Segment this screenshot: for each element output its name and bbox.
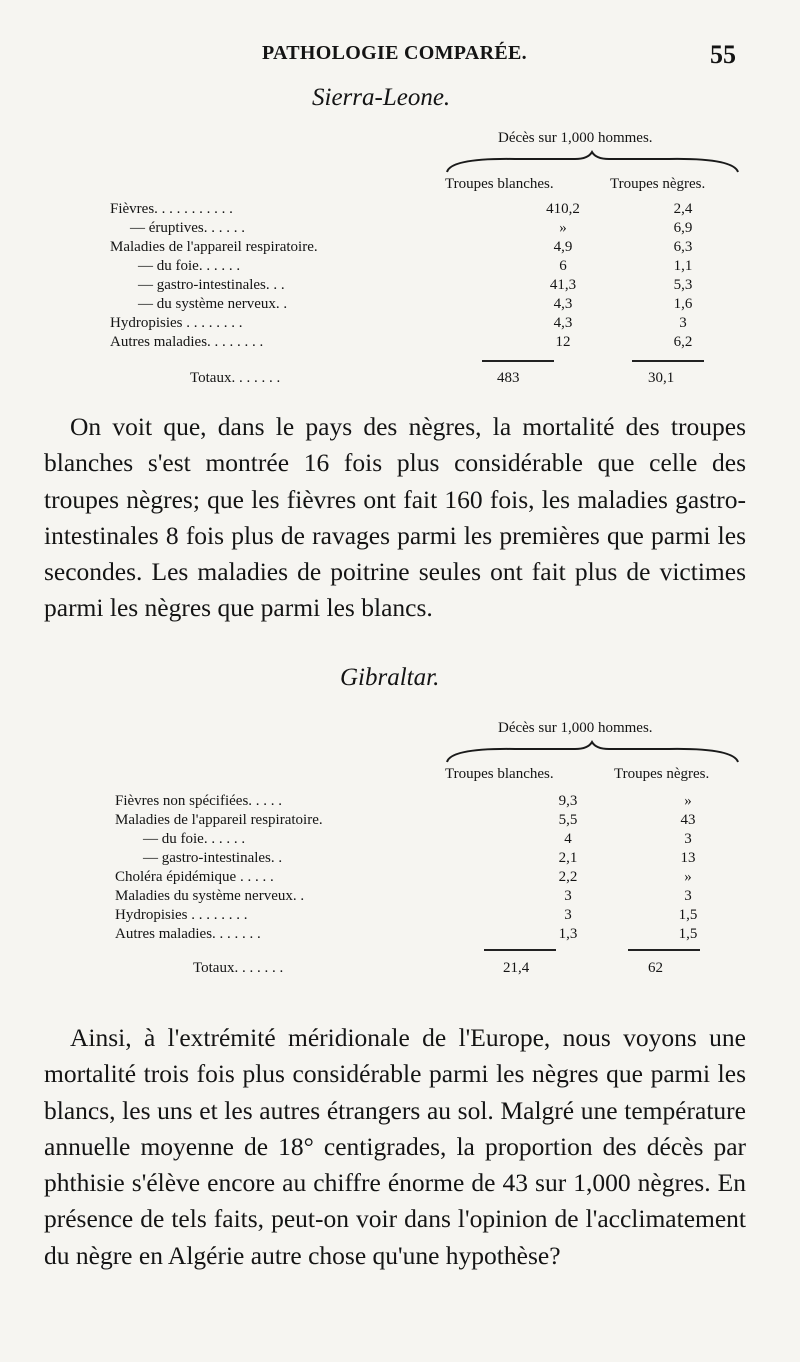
sierra-leone-total-white: 483	[497, 370, 520, 386]
row-label: Maladies de l'appareil respiratoire.	[110, 239, 318, 255]
sierra-leone-brace	[445, 150, 740, 174]
table-row	[115, 868, 753, 887]
table-row	[110, 295, 748, 314]
value-white: 4	[564, 831, 572, 847]
row-label: Maladies du système nerveux. .	[115, 888, 305, 904]
table-row	[115, 849, 753, 868]
row-label: — du foie. . . . . .	[138, 258, 241, 274]
total-rule-black	[628, 949, 700, 951]
gibraltar-title: Gibraltar.	[340, 664, 440, 691]
sierra-leone-total-black: 30,1	[648, 370, 675, 386]
value-white: 2,2	[558, 869, 578, 885]
table-row	[110, 314, 748, 333]
value-white: 5,5	[558, 812, 578, 828]
table-row	[110, 276, 748, 295]
page-number: 55	[710, 40, 736, 69]
paragraph-1	[44, 409, 746, 627]
value-black: 6,3	[673, 239, 693, 255]
value-black: 2,4	[673, 201, 693, 217]
value-black: 1,5	[678, 907, 698, 923]
gibraltar-col-black: Troupes nègres.	[614, 766, 710, 782]
table-row	[115, 925, 753, 944]
value-black: 1,6	[673, 296, 693, 312]
row-label: Autres maladies. . . . . . . .	[110, 334, 264, 350]
value-white: 41,3	[549, 277, 577, 293]
gibraltar-total-black: 62	[648, 960, 663, 976]
row-label: — du foie. . . . . .	[143, 831, 246, 847]
value-white: 12	[555, 334, 571, 350]
value-black: 5,3	[673, 277, 693, 293]
gibraltar-total-label: Totaux. . . . . . .	[193, 960, 284, 976]
row-label: Hydropisies . . . . . . . .	[110, 315, 243, 331]
row-label: Choléra épidémique . . . . .	[115, 869, 274, 885]
value-black: »	[684, 793, 692, 809]
sierra-leone-table	[110, 200, 748, 352]
paragraph-text: On voit que, dans le pays des nègres, la mortalité des troupes blanches s'est montrée 16 fois plus considérable que celle des troupes nègres; que les fièvres ont fait 160 fois, les maladies gastro-intestinales 8 fois plus de ravages parmi les premières que parmi les secondes. Les maladies de poitrine seules ont fait plus de victimes parmi les nègres que parmi les blancs.	[44, 412, 746, 623]
row-label: — gastro-intestinales. . .	[138, 277, 285, 293]
paragraph-2	[44, 1020, 746, 1274]
value-white: 4,3	[553, 315, 573, 331]
table-row	[110, 219, 748, 238]
value-black: 6,9	[673, 220, 693, 236]
value-white: 4,9	[553, 239, 573, 255]
gibraltar-total-white: 21,4	[503, 960, 530, 976]
value-black: 3	[684, 831, 692, 847]
row-label: — éruptives. . . . . .	[130, 220, 245, 236]
value-white: 410,2	[546, 201, 580, 217]
value-white: 3	[564, 907, 572, 923]
value-white: 4,3	[553, 296, 573, 312]
value-white: 3	[564, 888, 572, 904]
table-row	[115, 811, 753, 830]
paragraph-text: Ainsi, à l'extrémité méridionale de l'Europe, nous voyons une mortalité trois fois plus considérable parmi les nègres que parmi les blancs, les uns et les autres étrangers au sol. Malgré une température annuelle moyenne de 18° centigrades, la proportion des décès par phthisie s'élève encore au chiffre énorme de 43 sur 1,000 nègres. En présence de tels faits, peut-on voir dans l'opinion de l'acclimatement du nègre en Algérie autre chose qu'une hypothèse?	[44, 1023, 746, 1270]
table-row	[110, 333, 748, 352]
sierra-leone-col-white: Troupes blanches.	[445, 176, 554, 192]
table-row	[110, 200, 748, 219]
row-label: Hydropisies . . . . . . . .	[115, 907, 248, 923]
value-white: »	[559, 220, 567, 236]
sierra-leone-total-label: Totaux. . . . . . .	[190, 370, 281, 386]
value-black: 13	[680, 850, 696, 866]
table-row	[110, 238, 748, 257]
value-white: 6	[559, 258, 567, 274]
total-rule-black	[632, 360, 704, 362]
total-rule-white	[484, 949, 556, 951]
value-black: 6,2	[673, 334, 693, 350]
row-label: Fièvres. . . . . . . . . . .	[110, 201, 233, 217]
value-white: 2,1	[558, 850, 578, 866]
row-label: — gastro-intestinales. .	[143, 850, 283, 866]
table-row	[115, 887, 753, 906]
table-row	[115, 906, 753, 925]
value-black: 1,1	[673, 258, 693, 274]
total-rule-white	[482, 360, 554, 362]
row-label: Fièvres non spécifiées. . . . .	[115, 793, 283, 809]
row-label: Autres maladies. . . . . . .	[115, 926, 261, 942]
value-black: 3	[679, 315, 687, 331]
sierra-leone-title: Sierra-Leone.	[312, 84, 451, 111]
gibraltar-table	[115, 792, 753, 944]
row-label: — du système nerveux. .	[138, 296, 288, 312]
gibraltar-unit: Décès sur 1,000 hommes.	[498, 720, 653, 736]
value-black: »	[684, 869, 692, 885]
value-black: 1,5	[678, 926, 698, 942]
value-black: 43	[680, 812, 696, 828]
sierra-leone-unit: Décès sur 1,000 hommes.	[498, 130, 653, 146]
running-header: PATHOLOGIE COMPARÉE.	[262, 42, 527, 64]
table-row	[115, 830, 753, 849]
row-label: Maladies de l'appareil respiratoire.	[115, 812, 323, 828]
sierra-leone-col-black: Troupes nègres.	[610, 176, 706, 192]
table-row	[115, 792, 753, 811]
value-black: 3	[684, 888, 692, 904]
value-white: 1,3	[558, 926, 578, 942]
gibraltar-brace	[445, 740, 740, 764]
value-white: 9,3	[558, 793, 578, 809]
table-row	[110, 257, 748, 276]
gibraltar-col-white: Troupes blanches.	[445, 766, 554, 782]
